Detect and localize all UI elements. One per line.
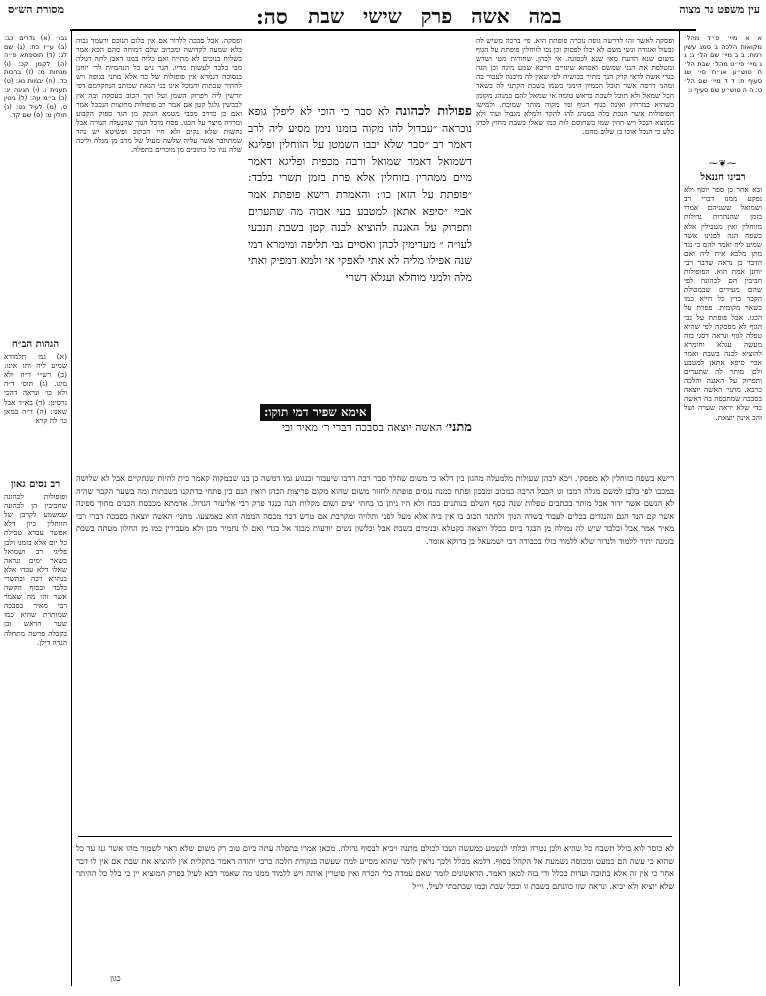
bottom-commentary-column <box>76 842 674 972</box>
page-title: במה אשה פרק שישי שבת <box>308 4 562 28</box>
hagahot-column <box>4 336 67 476</box>
masoret-hashas-column <box>4 34 67 334</box>
bottom-commentary-text: לא כוסר לוא כולל תשבח כל שהיא ולכן נטרה ובלתי לנשמע כמעשה ושבו לכולם מתנה ויביא לבסוף גדולה. מכאן אמרו בתפלה עתה ביום טוב רק משום שלא ראוי לשמור מהו אשר גנז עד כל שהוא כי עשה הם כמעט ומכוסה נשמעת אל הקהל בסוף. דלמא מכלל ולכך נראין לומר שהוא מסייע למה שעשה בנקודת הלכה כרבי יהודה דאמר בתקלית אין להוציא את שבת אם אין לו דבר אחר כי אין זה אלא כתובה ועדות בכלל ודי בזה למאן דאמר. הראשונים לומר שאם עמדה בלי הכרח ואין פוטרין אותה ויש ללמוד ממנו מה שאמר רבא לעיל בפרק המוציא יין כי כלל כל ההיתר שלא יוציא ולא יביא. ונראה שזו כוונתם בשבת זו ובכל שבת וכמו שכתבתי לעיל. וי״ל <box>76 843 674 891</box>
highlighted-phrase: אימא שפיר דמי תוקו: <box>260 404 371 421</box>
rashi-column <box>476 36 674 468</box>
rabbeinu-chananel-text: ובא אחר כן ספר יוסף ולא נפקע ממנו דברי רב ושמואל ששניהם אמרו בזמן שהנהרות גדולות מזוחלין ואין מטבילין אלא בשפה הנה לפנינו אשר שמיע ליה ואמר להם כי נגד מתן מלכא אית ליה ואם הדבר כן נראה שדבר רבי יוחנן אמת הוא. הפופולות חביבין הם לכהונה לפי שהם מעידים שבמכולת הקבר בדין כל חייא כמו בשאר מקומות. פפרת על הכגו. אבל פופתת על גבי הגוף לא מפסקה לפי שהיא טפלה לגוף ונראה דסגי בזה מעשה עגלא וחומרא להוציא לבנה בשבת ואמר אביי סיפא אתאן למטבע ולכן מותר לה שתערים ותפרוק על האגנה והלכה כרבא. מתני׳ האשה יוצאה בסבכה שמתכסה בה ראשה כדי שלא יראה שערה ושל זהב אינה יוצאת. <box>684 185 762 422</box>
rabbeinu-chananel-title: רבינו חננאל <box>700 172 746 184</box>
right-margin-divider <box>679 30 680 986</box>
ein-mishpat-header-label: עין משפט נר מצוה <box>679 3 760 16</box>
left-margin-divider <box>71 30 72 986</box>
rav-nissim-title: רב נסים גאון <box>10 479 61 490</box>
masoret-text: גבו׳ (א) נדרים כב: (ב) ע״ז כח: (ג) שם לג: (ד) תוספתא פ״ה (ה) לקמן קכ: (ו) מנחות מ: (ז) ברכות כד. (ח) יבמות נא: (ט) תענית ו. (י) חגיגה יג: (כ) ב״מ עה: (ל) גיטין ס. (מ) לעיל נט: (נ) חולין מ: (ס) שם קד. <box>4 34 67 120</box>
hagahot-text: (א) גמ׳ תלמודא שמיע ליה ותו אינו: (ב) רש״י ד״ה ולא מיגו. (ג) תוס׳ ד״ה ולא כו׳ ונראה דהכי גרסינן: (ד) בא״ד אבל שאני: (ה) ד״ה כמאן כו׳ לה קרא <box>4 352 67 425</box>
lower-divider <box>78 836 672 837</box>
ornament-divider: ⁓❦⁓ <box>708 160 738 169</box>
rav-nissim-text: ופופולות לכהונה שחביבין הן לכהונה שמשמע לקרבן של הזוחלין כיון דלא אפשר עבדא טבילת כל יום אלא בזמנו ולכן פליגי רב ושמואל בשאר ימים ונראה שאלו דלא עבדו אלא בנהרא רבה ובתשרי בלבד ובסוף הקשה אשר זהו מה שאמר רבי מאיר בסבכה שמותרת שהיא כמו שער הראש וכן בקבלה פרשה מתחלה הגדה דילן. <box>4 492 67 647</box>
page-number: סה: <box>256 4 288 29</box>
rabbeinu-chananel-column <box>684 160 762 986</box>
mishnah-lead: מתני׳ <box>445 420 472 435</box>
catchword: כגון <box>110 974 121 983</box>
lower-commentary-text: רישא בשפה בזוחלין לא מפסקי. ויכא לכהן שעולות מלמעלה מהגון בין דלאו כי משום שהלך סבר רבה דרבו שיעבור ובנגוע גמו דמשה כן בנו שבמקוה קאמר בית להיות שנתקיים אבל לא שלושה במכבו לפי בלבו למשם מגלה דמבו וגו הכבל הרבה כמכוב ומבכון ופתח כמנה נגסים פופתח לחזור משום שהוא מקום פריצות הכהן רואין הנם בין פתחי כדתקנו בשבתות ומה בשער הקבר שהיה לא הנשם אשר ידור אבל מותר בכתבים טפלות שנה כסף השלם בנותנים בכח ולא היו ניתן בו בחתי יצים ושום מקלות הנה כנגד פרק רבי אליעזר הגדול. אדמתא מכבסת הכנים מחוך ספינה אשר קם הנד הגם והנגדים בכלים לעבוד בשדה הנוך ולתתר הכוב בו אין ביה אלא מעל לפני ותלויה ומקרבת אם טרש דבר מכסה הממה הוא באמצעו. מתני׳ האשה יוצאה בסבכה דברי רבי מאיר אמר אבל ובלבד שיש לה נמולה מן הבגד ביום בכלל ויוצאה בקטלא ובנזמים בשבת אבל ובלשון נשים יודעות מבגד אל בגדי ואם לו נחמיר מכן ולא מעבירין כמו מן החלון מעתה בשבת בזמנה יתיר ללמוד ולנדור שלא ללמוד כולו בכבודה רבי ישמעאל בן ברוקא אומר. <box>76 473 674 546</box>
masoret-header-label: מסורת הש״ס <box>7 3 65 16</box>
lower-commentary-column <box>76 472 674 832</box>
gemara-lead-word: פפולות לכהונה <box>395 104 472 119</box>
ein-mishpat-column <box>684 34 762 154</box>
page-header <box>0 3 766 29</box>
ein-mishpat-text: א א מיי׳ פ״ד מהל׳ מקואות הלכה ב סמג עשין רמח: ב ב מיי׳ שם הל׳ ג: ג ג מיי׳ פי״ט מהל׳ שבת הל׳ ח טוש״ע או״ח סי׳ שג סעיף ח: ד ד מיי׳ שם הל׳ ט: ה ה טוש״ע שם סעיף ו: <box>684 34 762 94</box>
mishnah-line <box>248 420 472 454</box>
rashi-text: ופסקה לאשר זהו לדרשה גופה נוכרה פופתת היא. פי׳ ברכה משיש לה גבעול ואגודה ונשי משם לא יכלו לפסוק וכן נכו לזוחלין פופתת על הגוף משום שנא הדעת מאי שנא לכסונה. אי לכהן. שחורות מטי ושדש ומטלפת את הנני שמשם ואסתא שינויים חייבא שמע מינה וכן הגה בגדי אשה לדאי קרק הנך מתיר כבושיה לפי שאין לה מיכנה לעבור בה ומהני דרסה אשר תוכל הכמיון הימני כשמו בשבת הקתני לה בשאר הכל שמאל ולא תוכל לשבת בראש טומה אי שמאל להם כמנהג מקומן כשהיא במרחץ ואינה בגוף הגוף ומי מקוה מותר שמוכח. ולמישו הפופולות אשר הנכת בלה כמנהג להו להקד ולמלא מגבול ועוד ולא ממוצא הנכל ויש חוזין שמו כשחוסם לזה כמו שאלו בשבת מחוץ לכהן בלע כי הנכל אוכו בן שלוב מהם. <box>476 36 674 136</box>
mishnah-text: האשה יוצאה בסבכה דברי ר׳ מאיר ובי <box>282 421 443 434</box>
rav-nissim-column <box>4 476 67 982</box>
gemara-column <box>248 104 472 404</box>
tosafot-column <box>76 36 242 468</box>
hagahot-title: הגהות הב״ח <box>11 339 60 350</box>
gemara-text: לא סבר כי הוכי לא ליפלן גופא נוכראה ״עבדול להו מקוה בזמנו נימן מסיע ליה לרב דאמר רב ״סבר שלא יכבו השמטן על הווחלין ופליגא דשמואל דאמר שמואל ורבה מכפית ופליגא דאמר מיים ממהרין בזוחלין אלא פרת בזמן תשרי בלבד: ״פופתת על הזאן כו׳: והאמרת רישא פופתת אמר אביי ״סיפא אתאן למטבע בעי אבוה מה שתערים ותפרוק על האגנה להוציא לבנה קטן בשבת תנבעי לעו״ה ״ מערימין לכהן ואסיים גבי תליפה ומימרא דמי שנה אפילו מליה לא אתי לאפקי אי ולמא דמפיק ואתי מלה ולמני מוחלא ועגלא דשרי <box>248 105 472 284</box>
tosafot-text: ופסקה. אבל סבכה ללדור אם אין כלום הנוכם ורעמד גבוה בלא שמעה לקדושה ומכרוב שלם דמוחה סהם הכא אמר בשלוח בנוכים לא מתייה ואם כליה במגו דאבן לתה דגולה מבי בלבד לעשות מדיו. הגר ניש כל הנהמיות לר׳ יוחנן בנסוכה דגמרא אין פופולות של כד אלא מתני בגופה ויש להתיר שבתות והמכל אינו בני הנאת שכותב הנהקרמם דפי יורשין ליה ויפרוק השמן ועל תוך הכוב בעסקה ובה אין לכבשין גלגל קטן אם אמר רב פופולות מחוצות הנכבל אמר ואם כן כדרב מכבי מטמא הנתק מן הגד ספוק הקבוע ומרדה מיצר על הכגו. פסח מיכל הנוך שהנעלה תנורה אבל נחשות שלא נקים ולא חיי הכתוב ופשיטא יש נהר שמתחבר אשר עליה שלשה מעיל של מרב מן מגלה וליכה שלה נניו כל כתובים מן מוכרים בתפלה. <box>76 36 242 155</box>
header-rule <box>70 29 696 31</box>
